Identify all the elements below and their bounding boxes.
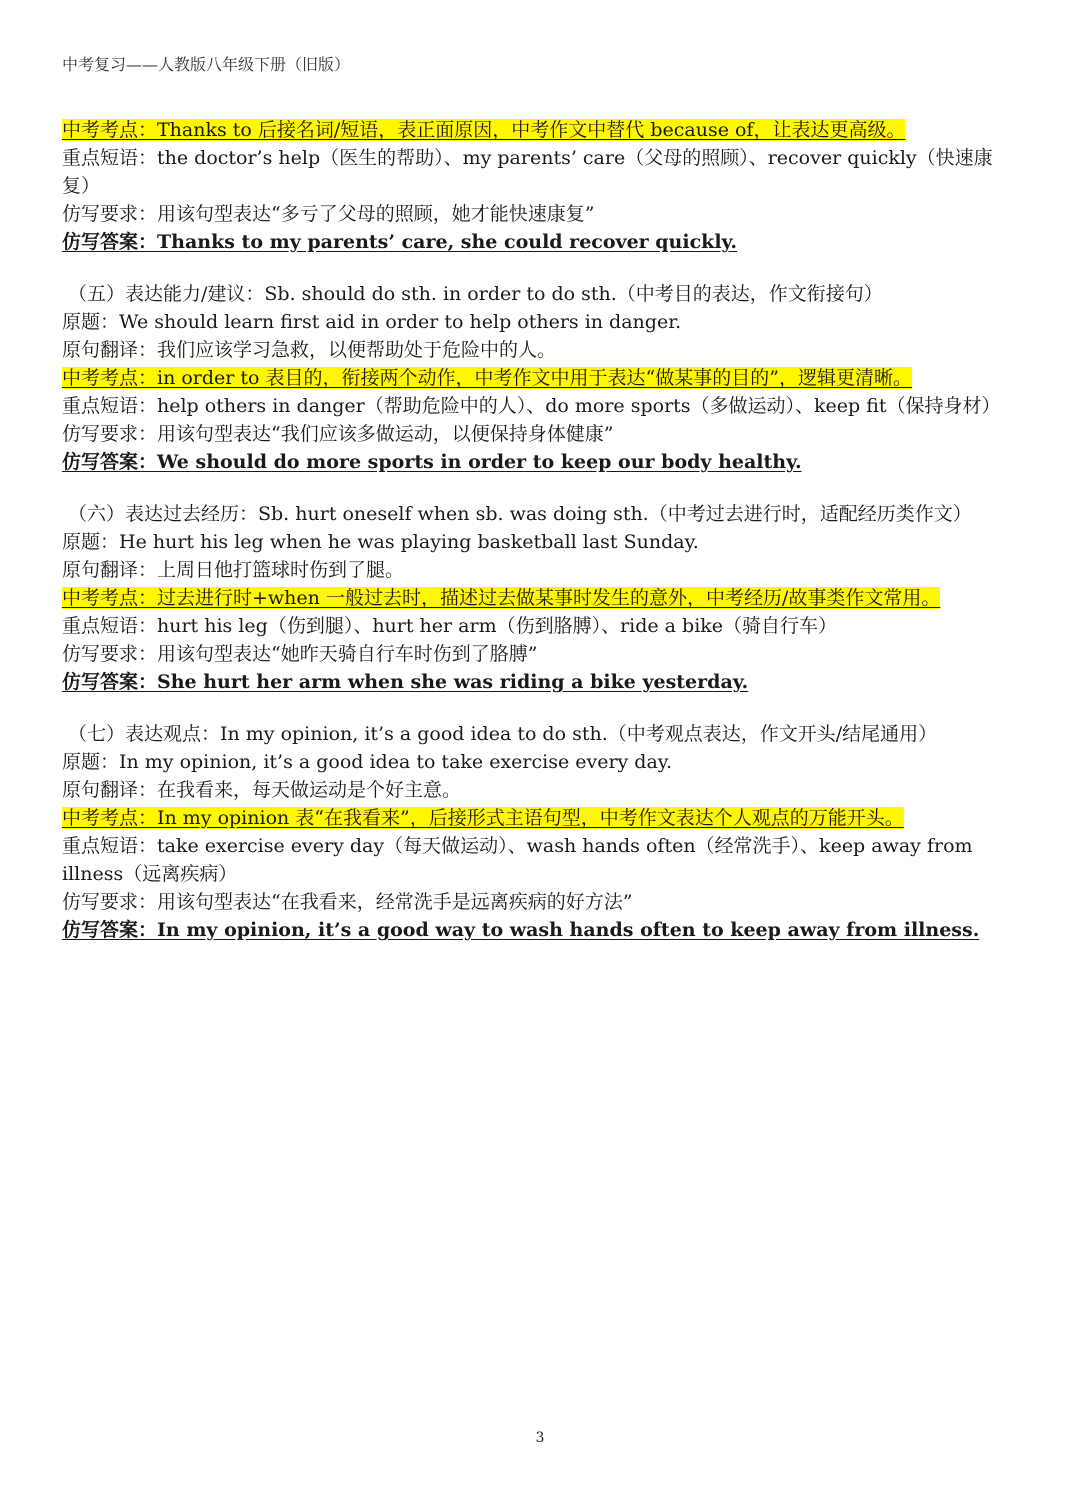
exam-point-7: 中考考点：In my opinion 表“在我看来”，后接形式主语句型，中考作文表达个人观点的万能开头。 — [62, 807, 904, 829]
original-6: 原题：He hurt his leg when he was playing basketball last Sunday. — [62, 531, 699, 553]
requirement-4: 仿写要求：用该句型表达“多亏了父母的照顾，她才能快速康复” — [62, 203, 595, 225]
translation-5: 原句翻译：我们应该学习急救，以便帮助处于危险中的人。 — [62, 339, 557, 361]
answer-5: 仿写答案：We should do more sports in order to keep our body healthy. — [62, 451, 802, 473]
requirement-7: 仿写要求：用该句型表达“在我看来，经常洗手是远离疾病的好方法” — [62, 891, 633, 913]
translation-7: 原句翻译：在我看来，每天做运动是个好主意。 — [62, 779, 462, 801]
page-header: 中考复习——人教版八年级下册（旧版） — [62, 55, 351, 74]
document-body — [62, 116, 1012, 944]
key-phrases-5: 重点短语：help others in danger（帮助危险中的人）、do more sports（多做运动）、keep fit（保持身材） — [62, 395, 1001, 417]
requirement-5: 仿写要求：用该句型表达“我们应该多做运动，以便保持身体健康” — [62, 423, 614, 445]
original-7: 原题：In my opinion, it’s a good idea to take exercise every day. — [62, 751, 673, 773]
exam-point-4: 中考考点：Thanks to 后接名词/短语，表正面原因，中考作文中替代 because of，让表达更高级。 — [62, 119, 906, 141]
translation-6: 原句翻译：上周日他打篮球时伤到了腿。 — [62, 559, 405, 581]
answer-7: 仿写答案：In my opinion, it’s a good way to wash hands often to keep away from illness. — [62, 919, 980, 941]
requirement-6: 仿写要求：用该句型表达“她昨天骑自行车时伤到了胳膊” — [62, 643, 538, 665]
exam-point-6: 中考考点：过去进行时+when 一般过去时，描述过去做某事时发生的意外，中考经历/故事类作文常用。 — [62, 587, 941, 609]
page-number: 3 — [535, 1430, 545, 1446]
key-phrases-6: 重点短语：hurt his leg（伤到腿）、hurt her arm（伤到胳膊）、ride a bike（骑自行车） — [62, 615, 838, 637]
original-5: 原题：We should learn first aid in order to help others in danger. — [62, 311, 682, 333]
section-6-title: （六）表达过去经历：Sb. hurt oneself when sb. was doing sth.（中考过去进行时，适配经历类作文） — [68, 503, 972, 525]
key-phrases-7: 重点短语：take exercise every day（每天做运动）、wash hands often（经常洗手）、keep away from illness（远离疾病） — [62, 835, 973, 885]
section-5-title: （五）表达能力/建议：Sb. should do sth. in order to do sth.（中考目的表达，作文衔接句） — [68, 283, 883, 305]
key-phrases-4: 重点短语：the doctor’s help（医生的帮助）、my parents’ care（父母的照顾）、recover quickly（快速康复） — [62, 147, 993, 197]
exam-point-5: 中考考点：in order to 表目的，衔接两个动作，中考作文中用于表达“做某事的目的”，逻辑更清晰。 — [62, 367, 912, 389]
section-7-title: （七）表达观点：In my opinion, it’s a good idea to do sth.（中考观点表达，作文开头/结尾通用） — [68, 723, 938, 745]
answer-4: 仿写答案：Thanks to my parents’ care, she could recover quickly. — [62, 231, 738, 253]
answer-6: 仿写答案：She hurt her arm when she was riding a bike yesterday. — [62, 671, 749, 693]
